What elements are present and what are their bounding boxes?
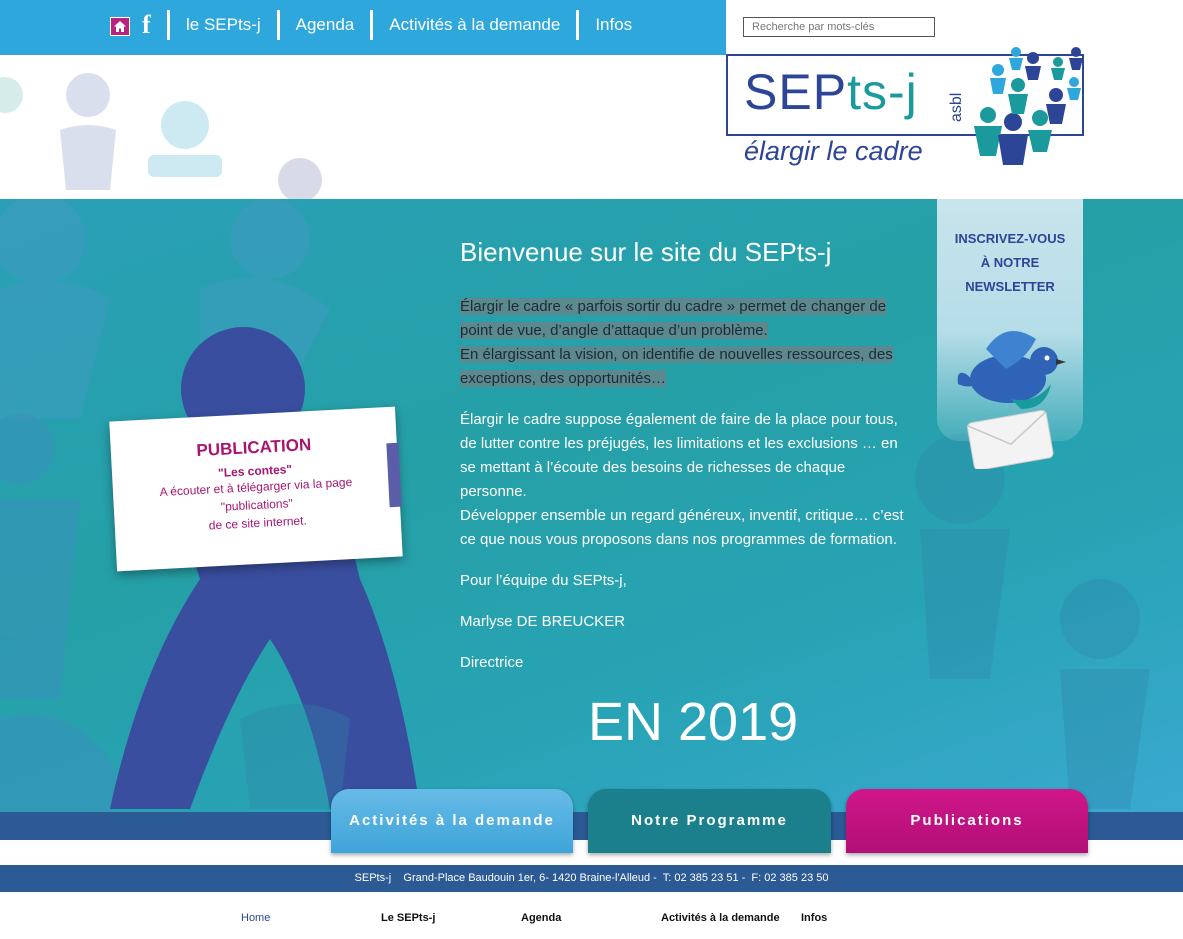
welcome-title: Bienvenue sur le site du SEPts-j bbox=[460, 237, 832, 267]
logo-wordmark: SEPts-j bbox=[744, 64, 918, 120]
nav-item-le-septs-j[interactable]: le SEPts-j bbox=[167, 10, 277, 40]
footer-link-le-septs-j[interactable]: Le SEPts-j bbox=[381, 912, 436, 924]
site-logo[interactable] bbox=[726, 40, 1106, 180]
programme-button[interactable]: Notre Programme bbox=[588, 789, 831, 853]
activities-button[interactable]: Activités à la demande bbox=[331, 789, 573, 853]
top-navigation-bar bbox=[0, 0, 726, 55]
logo-slogan: élargir le cadre bbox=[744, 136, 923, 166]
nav-item-infos[interactable]: Infos bbox=[576, 10, 648, 40]
publication-subtitle: "Les contes" bbox=[217, 462, 293, 480]
search-input[interactable] bbox=[743, 17, 935, 37]
footer-nav bbox=[0, 912, 1183, 932]
logo-figures-icon bbox=[958, 40, 1088, 170]
publication-line: de ce site internet. bbox=[208, 513, 308, 533]
year-banner: EN 2019 bbox=[588, 692, 799, 752]
nav-item-agenda[interactable]: Agenda bbox=[277, 10, 371, 40]
signoff-text: Pour l’équipe du SEPts-j, bbox=[460, 572, 627, 589]
director-role: Directrice bbox=[460, 654, 524, 671]
main-nav bbox=[167, 10, 648, 40]
facebook-icon[interactable]: f bbox=[142, 10, 151, 39]
nav-item-activites[interactable]: Activités à la demande bbox=[370, 10, 576, 40]
footer-address: SEPts-j Grand-Place Baudouin 1er, 6- 1420 Braine-l'Alleud - T: 02 385 23 51 - F: 02 385 23 50 bbox=[0, 865, 1183, 892]
footer-link-infos[interactable]: Infos bbox=[801, 912, 828, 924]
publications-button[interactable]: Publications bbox=[846, 789, 1088, 853]
footer-link-home[interactable]: Home bbox=[241, 912, 271, 924]
publication-line: A écouter et à télégarger via la page bbox=[159, 474, 353, 500]
intro-paragraph: Élargir le cadre « parfois sortir du cadre » permet de changer de point de vue, d’angle d’attaque d’un problème. En élargissant la vision, on identifie de nouvelles ressources, des exceptions, des opportunités… bbox=[460, 298, 893, 387]
publication-title: PUBLICATION bbox=[195, 435, 312, 461]
publication-line: "publications" bbox=[220, 496, 294, 514]
footer-link-agenda[interactable]: Agenda bbox=[521, 912, 562, 924]
home-icon[interactable] bbox=[110, 17, 130, 36]
logo-asbl: asbl bbox=[948, 92, 965, 122]
bird-envelope-icon[interactable] bbox=[956, 319, 1066, 469]
hero-section bbox=[0, 199, 1183, 812]
publication-card[interactable] bbox=[109, 407, 402, 572]
newsletter-signup[interactable]: INSCRIVEZ-VOUS À NOTRE NEWSLETTER bbox=[937, 199, 1083, 441]
director-name: Marlyse DE BREUCKER bbox=[460, 613, 626, 630]
mission-paragraph: Élargir le cadre suppose également de faire de la place pour tous, de lutter contre les préjugés, les limitations et les exclusions … en se mettant à l’écoute des besoins de richesses de chaque personne. Développer ensemble un regard généreux, inventif, critique… c’est ce que nous vous proposons dans nos programmes de formation. bbox=[460, 411, 904, 548]
footer-link-activites[interactable]: Activités à la demande bbox=[661, 912, 780, 924]
